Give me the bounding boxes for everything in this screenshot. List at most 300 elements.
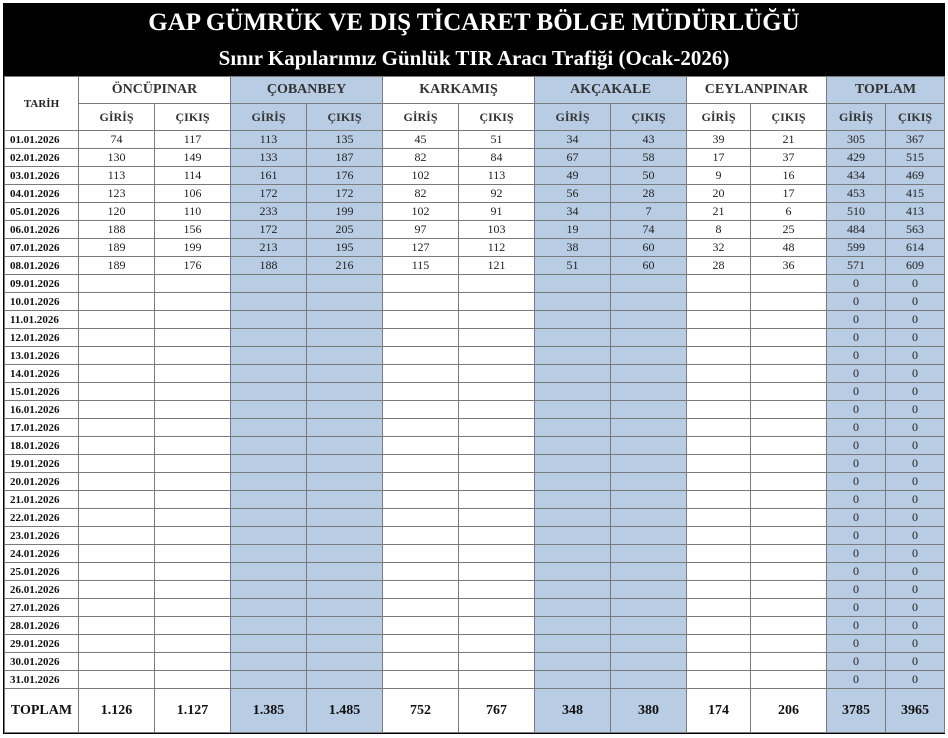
value-cell: 32 (687, 239, 751, 257)
value-cell: 0 (827, 563, 886, 581)
value-cell (79, 635, 155, 653)
total-cell: 380 (611, 689, 687, 733)
value-cell: 67 (535, 149, 611, 167)
table-row (5, 581, 945, 599)
value-cell (79, 365, 155, 383)
value-cell (155, 419, 231, 437)
value-cell: 50 (611, 167, 687, 185)
value-cell (535, 527, 611, 545)
table-row (5, 329, 945, 347)
value-cell: 127 (383, 239, 459, 257)
date-cell: 21.01.2026 (5, 491, 79, 509)
value-cell: 113 (459, 167, 535, 185)
totals-row (5, 689, 945, 733)
page-subtitle: Sınır Kapılarımız Günlük TIR Aracı Trafiği (Ocak-2026) (218, 46, 730, 70)
value-cell (307, 671, 383, 689)
table-row (5, 167, 945, 185)
value-cell (383, 491, 459, 509)
date-cell: 30.01.2026 (5, 653, 79, 671)
value-cell (611, 653, 687, 671)
table-row (5, 509, 945, 527)
value-cell (611, 473, 687, 491)
value-cell: 216 (307, 257, 383, 275)
total-cell: 206 (751, 689, 827, 733)
value-cell: 120 (79, 203, 155, 221)
value-cell (383, 509, 459, 527)
value-cell: 51 (459, 131, 535, 149)
date-cell: 05.01.2026 (5, 203, 79, 221)
value-cell (459, 635, 535, 653)
gate-header-cobanbey: ÇOBANBEY (231, 77, 383, 104)
value-cell: 28 (611, 185, 687, 203)
value-cell (687, 527, 751, 545)
value-cell (611, 527, 687, 545)
value-cell (611, 581, 687, 599)
date-cell: 31.01.2026 (5, 671, 79, 689)
value-cell: 7 (611, 203, 687, 221)
total-cell: 1.127 (155, 689, 231, 733)
value-cell (307, 599, 383, 617)
table-row (5, 401, 945, 419)
value-cell: 0 (886, 563, 945, 581)
value-cell (155, 329, 231, 347)
value-cell: 510 (827, 203, 886, 221)
value-cell: 188 (79, 221, 155, 239)
value-cell (611, 455, 687, 473)
value-cell: 0 (827, 365, 886, 383)
value-cell: 0 (827, 491, 886, 509)
value-cell: 21 (751, 131, 827, 149)
value-cell (751, 491, 827, 509)
value-cell (231, 671, 307, 689)
value-cell: 199 (307, 203, 383, 221)
value-cell (79, 671, 155, 689)
value-cell (383, 563, 459, 581)
value-cell: 0 (827, 545, 886, 563)
value-cell (383, 599, 459, 617)
value-cell (155, 599, 231, 617)
value-cell: 20 (687, 185, 751, 203)
value-cell (155, 437, 231, 455)
value-cell (231, 527, 307, 545)
value-cell: 0 (827, 347, 886, 365)
value-cell: 37 (751, 149, 827, 167)
value-cell (459, 293, 535, 311)
value-cell (231, 581, 307, 599)
value-cell: 43 (611, 131, 687, 149)
value-cell (307, 293, 383, 311)
value-cell (459, 401, 535, 419)
value-cell (459, 419, 535, 437)
value-cell (231, 635, 307, 653)
value-cell (383, 653, 459, 671)
value-cell (687, 653, 751, 671)
value-cell: 0 (827, 635, 886, 653)
total-cell: 752 (383, 689, 459, 733)
value-cell (535, 509, 611, 527)
value-cell: 429 (827, 149, 886, 167)
value-cell (383, 635, 459, 653)
value-cell: 0 (886, 275, 945, 293)
value-cell (307, 509, 383, 527)
value-cell (155, 635, 231, 653)
value-cell: 305 (827, 131, 886, 149)
value-cell: 0 (886, 419, 945, 437)
value-cell (79, 473, 155, 491)
value-cell: 135 (307, 131, 383, 149)
traffic-table (4, 76, 945, 733)
value-cell (383, 455, 459, 473)
value-cell (751, 383, 827, 401)
value-cell (383, 329, 459, 347)
value-cell: 0 (827, 401, 886, 419)
value-cell (611, 599, 687, 617)
value-cell (611, 329, 687, 347)
value-cell (155, 491, 231, 509)
value-cell: 0 (827, 437, 886, 455)
value-cell (535, 311, 611, 329)
total-cell: 767 (459, 689, 535, 733)
value-cell: 36 (751, 257, 827, 275)
value-cell (231, 275, 307, 293)
value-cell: 205 (307, 221, 383, 239)
value-cell (155, 563, 231, 581)
date-cell: 09.01.2026 (5, 275, 79, 293)
direction-header-row (5, 104, 945, 131)
value-cell (751, 509, 827, 527)
value-cell (79, 617, 155, 635)
value-cell (611, 635, 687, 653)
value-cell: 97 (383, 221, 459, 239)
value-cell (535, 383, 611, 401)
value-cell (155, 617, 231, 635)
value-cell (459, 455, 535, 473)
value-cell (535, 617, 611, 635)
table-row (5, 275, 945, 293)
value-cell (751, 599, 827, 617)
value-cell: 0 (886, 635, 945, 653)
value-cell (79, 311, 155, 329)
table-row (5, 149, 945, 167)
value-cell (231, 293, 307, 311)
value-cell (535, 293, 611, 311)
value-cell (231, 401, 307, 419)
value-cell (307, 563, 383, 581)
value-cell (611, 275, 687, 293)
value-cell (611, 563, 687, 581)
value-cell (687, 455, 751, 473)
value-cell: 0 (827, 419, 886, 437)
value-cell (383, 401, 459, 419)
value-cell: 0 (827, 617, 886, 635)
value-cell (383, 545, 459, 563)
value-cell: 21 (687, 203, 751, 221)
value-cell (751, 635, 827, 653)
value-cell (535, 545, 611, 563)
value-cell (79, 563, 155, 581)
value-cell: 172 (307, 185, 383, 203)
value-cell (459, 275, 535, 293)
value-cell: 106 (155, 185, 231, 203)
value-cell: 74 (611, 221, 687, 239)
value-cell (751, 347, 827, 365)
value-cell: 0 (827, 383, 886, 401)
value-cell: 110 (155, 203, 231, 221)
value-cell (459, 509, 535, 527)
value-cell (79, 293, 155, 311)
value-cell (79, 653, 155, 671)
value-cell: 48 (751, 239, 827, 257)
exit-header: ÇIKIŞ (459, 104, 535, 131)
totals-label: TOPLAM (5, 689, 79, 733)
date-cell: 07.01.2026 (5, 239, 79, 257)
value-cell: 49 (535, 167, 611, 185)
date-cell: 06.01.2026 (5, 221, 79, 239)
value-cell (383, 347, 459, 365)
table-row (5, 653, 945, 671)
gate-header-row (5, 77, 945, 104)
value-cell (611, 491, 687, 509)
value-cell (611, 617, 687, 635)
value-cell (459, 563, 535, 581)
value-cell: 484 (827, 221, 886, 239)
value-cell (687, 293, 751, 311)
total-cell: 1.385 (231, 689, 307, 733)
value-cell (611, 509, 687, 527)
spreadsheet-sheet (3, 3, 945, 734)
value-cell (307, 545, 383, 563)
value-cell (307, 401, 383, 419)
value-cell: 102 (383, 203, 459, 221)
value-cell (459, 365, 535, 383)
value-cell (751, 401, 827, 419)
value-cell: 0 (827, 275, 886, 293)
value-cell (687, 509, 751, 527)
table-row (5, 563, 945, 581)
value-cell (155, 581, 231, 599)
exit-header: ÇIKIŞ (155, 104, 231, 131)
value-cell: 34 (535, 131, 611, 149)
value-cell: 0 (886, 347, 945, 365)
value-cell (751, 311, 827, 329)
value-cell (79, 581, 155, 599)
value-cell (307, 491, 383, 509)
value-cell: 74 (79, 131, 155, 149)
value-cell: 0 (827, 329, 886, 347)
value-cell: 0 (886, 437, 945, 455)
date-cell: 27.01.2026 (5, 599, 79, 617)
value-cell (751, 581, 827, 599)
value-cell (79, 455, 155, 473)
value-cell: 0 (827, 509, 886, 527)
value-cell: 0 (886, 671, 945, 689)
value-cell: 189 (79, 239, 155, 257)
value-cell (155, 311, 231, 329)
date-cell: 26.01.2026 (5, 581, 79, 599)
value-cell: 0 (827, 455, 886, 473)
value-cell: 25 (751, 221, 827, 239)
entry-header: GİRİŞ (231, 104, 307, 131)
value-cell (155, 275, 231, 293)
value-cell: 189 (79, 257, 155, 275)
value-cell (231, 311, 307, 329)
value-cell (155, 455, 231, 473)
value-cell (307, 635, 383, 653)
value-cell (155, 383, 231, 401)
value-cell: 0 (886, 329, 945, 347)
value-cell (751, 293, 827, 311)
value-cell: 6 (751, 203, 827, 221)
value-cell (231, 599, 307, 617)
value-cell (459, 653, 535, 671)
value-cell: 19 (535, 221, 611, 239)
value-cell (231, 347, 307, 365)
value-cell (307, 329, 383, 347)
value-cell (155, 545, 231, 563)
value-cell: 0 (827, 473, 886, 491)
value-cell: 0 (827, 599, 886, 617)
value-cell (751, 275, 827, 293)
value-cell (79, 401, 155, 419)
date-cell: 25.01.2026 (5, 563, 79, 581)
table-row (5, 437, 945, 455)
total-cell: 1.485 (307, 689, 383, 733)
value-cell (459, 329, 535, 347)
value-cell: 114 (155, 167, 231, 185)
value-cell (687, 311, 751, 329)
value-cell: 17 (687, 149, 751, 167)
value-cell (535, 473, 611, 491)
value-cell: 0 (886, 365, 945, 383)
value-cell (307, 347, 383, 365)
value-cell: 161 (231, 167, 307, 185)
value-cell (611, 365, 687, 383)
value-cell (611, 347, 687, 365)
value-cell: 367 (886, 131, 945, 149)
value-cell: 58 (611, 149, 687, 167)
value-cell (459, 311, 535, 329)
value-cell (751, 671, 827, 689)
date-cell: 12.01.2026 (5, 329, 79, 347)
value-cell (79, 347, 155, 365)
value-cell (751, 455, 827, 473)
date-cell: 24.01.2026 (5, 545, 79, 563)
value-cell (231, 473, 307, 491)
value-cell: 172 (231, 185, 307, 203)
value-cell (535, 581, 611, 599)
value-cell (79, 275, 155, 293)
value-cell: 453 (827, 185, 886, 203)
value-cell: 113 (231, 131, 307, 149)
value-cell: 34 (535, 203, 611, 221)
value-cell: 112 (459, 239, 535, 257)
value-cell (459, 617, 535, 635)
value-cell: 9 (687, 167, 751, 185)
value-cell: 0 (886, 401, 945, 419)
value-cell (307, 653, 383, 671)
date-cell: 03.01.2026 (5, 167, 79, 185)
value-cell: 0 (886, 617, 945, 635)
value-cell: 51 (535, 257, 611, 275)
table-row (5, 617, 945, 635)
value-cell (751, 545, 827, 563)
value-cell (79, 509, 155, 527)
value-cell (231, 509, 307, 527)
value-cell: 176 (307, 167, 383, 185)
value-cell (79, 599, 155, 617)
gate-header-toplam: TOPLAM (827, 77, 945, 104)
value-cell (687, 329, 751, 347)
table-row (5, 257, 945, 275)
value-cell: 0 (886, 293, 945, 311)
value-cell: 82 (383, 149, 459, 167)
value-cell (687, 383, 751, 401)
date-cell: 14.01.2026 (5, 365, 79, 383)
value-cell: 0 (827, 293, 886, 311)
value-cell (231, 545, 307, 563)
exit-header: ÇIKIŞ (307, 104, 383, 131)
date-cell: 23.01.2026 (5, 527, 79, 545)
value-cell (611, 437, 687, 455)
table-row (5, 671, 945, 689)
value-cell (155, 293, 231, 311)
total-cell: 348 (535, 689, 611, 733)
value-cell: 609 (886, 257, 945, 275)
value-cell: 16 (751, 167, 827, 185)
value-cell (535, 437, 611, 455)
value-cell: 188 (231, 257, 307, 275)
value-cell (611, 383, 687, 401)
entry-header: GİRİŞ (383, 104, 459, 131)
value-cell (231, 365, 307, 383)
value-cell (751, 329, 827, 347)
table-row (5, 365, 945, 383)
date-cell: 15.01.2026 (5, 383, 79, 401)
value-cell (751, 617, 827, 635)
table-row (5, 491, 945, 509)
table-row (5, 545, 945, 563)
value-cell (155, 365, 231, 383)
value-cell: 172 (231, 221, 307, 239)
value-cell (611, 419, 687, 437)
value-cell (611, 293, 687, 311)
table-row (5, 599, 945, 617)
value-cell: 0 (886, 653, 945, 671)
value-cell (459, 383, 535, 401)
value-cell: 0 (827, 653, 886, 671)
value-cell (535, 653, 611, 671)
value-cell (383, 275, 459, 293)
value-cell (383, 617, 459, 635)
value-cell (459, 671, 535, 689)
table-row (5, 185, 945, 203)
gate-header-ceylanpinar: CEYLANPINAR (687, 77, 827, 104)
value-cell: 102 (383, 167, 459, 185)
entry-header: GİRİŞ (79, 104, 155, 131)
value-cell (459, 437, 535, 455)
date-cell: 18.01.2026 (5, 437, 79, 455)
exit-header: ÇIKIŞ (886, 104, 945, 131)
value-cell (459, 347, 535, 365)
value-cell (611, 545, 687, 563)
date-column-header: TARİH (5, 77, 79, 131)
date-cell: 10.01.2026 (5, 293, 79, 311)
gate-header-karkamis: KARKAMIŞ (383, 77, 535, 104)
value-cell: 469 (886, 167, 945, 185)
value-cell (459, 527, 535, 545)
value-cell (611, 671, 687, 689)
value-cell (383, 527, 459, 545)
